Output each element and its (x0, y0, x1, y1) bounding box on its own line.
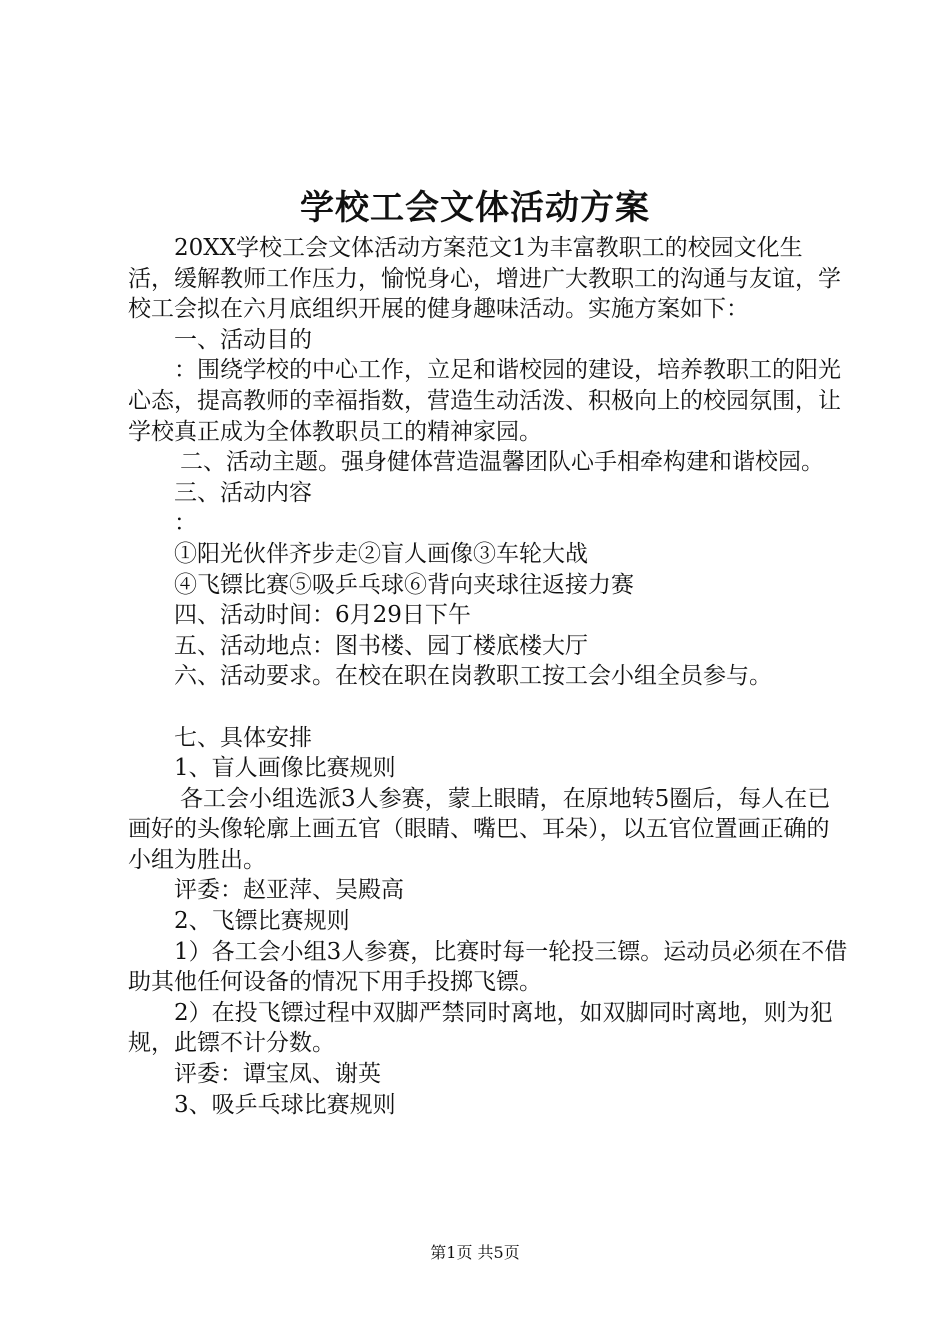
section-heading-content: 三、活动内容 (174, 479, 312, 506)
rule-darts-2: 2）在投飞镖过程中双脚严禁同时离地，如双脚同时离地，则为犯规，此镖不计分数。 (128, 999, 833, 1057)
document-title: 学校工会文体活动方案 (300, 188, 650, 228)
theme-paragraph: 二、活动主题。强身健体营造温馨团队心手相牵构建和谐校园。 (180, 449, 824, 476)
rule-blind-portrait: 各工会小组选派3人参赛，蒙上眼睛，在原地转5圈后，每人在已画好的头像轮廓上画五官（眼睛、嘴巴、耳朵），以五官位置画正确的小组为胜出。 (128, 785, 831, 873)
judges-darts: 评委：谭宝凤、谢英 (174, 1061, 381, 1088)
document-body (128, 233, 848, 1120)
section-heading-arrangement: 七、具体安排 (174, 724, 312, 751)
page-indicator: 第1页 共5页 (430, 1243, 520, 1262)
activity-requirements: 六、活动要求。在校在职在岗教职工按工会小组全员参与。 (174, 663, 772, 690)
rule-heading-darts: 2、飞镖比赛规则 (174, 908, 350, 935)
activity-location: 五、活动地点：图书楼、园丁楼底楼大厅 (174, 632, 588, 659)
rule-heading-pingpong: 3、吸乒乓球比赛规则 (174, 1091, 396, 1118)
content-items-line-2: ④飞镖比赛⑤吸乒乓球⑥背向夹球往返接力赛 (174, 571, 634, 598)
intro-paragraph: 20XX学校工会文体活动方案范文1为丰富教职工的校园文化生活，缓解教师工作压力，愉悦身心，增进广大教职工的沟通与友谊，学校工会拟在六月底组织开展的健身趣味活动。实施方案如下： (128, 235, 841, 323)
section-heading-purpose: 一、活动目的 (174, 326, 312, 353)
activity-time: 四、活动时间：6月29日下午 (174, 602, 471, 629)
content-colon: ： (174, 510, 197, 537)
blank-line (128, 692, 848, 723)
rule-darts-1: 1）各工会小组3人参赛，比赛时每一轮投三镖。运动员必须在不借助其他任何设备的情况下用手投掷飞镖。 (128, 938, 848, 996)
purpose-paragraph: ：围绕学校的中心工作，立足和谐校园的建设，培养教职工的阳光心态，提高教师的幸福指数，营造生动活泼、积极向上的校园氛围，让学校真正成为全体教职员工的精神家园。 (128, 357, 841, 445)
judges-blind-portrait: 评委：赵亚萍、吴殿高 (174, 877, 404, 904)
content-items-line-1: ①阳光伙伴齐步走②盲人画像③车轮大战 (174, 540, 588, 567)
rule-heading-blind-portrait: 1、盲人画像比赛规则 (174, 755, 396, 782)
